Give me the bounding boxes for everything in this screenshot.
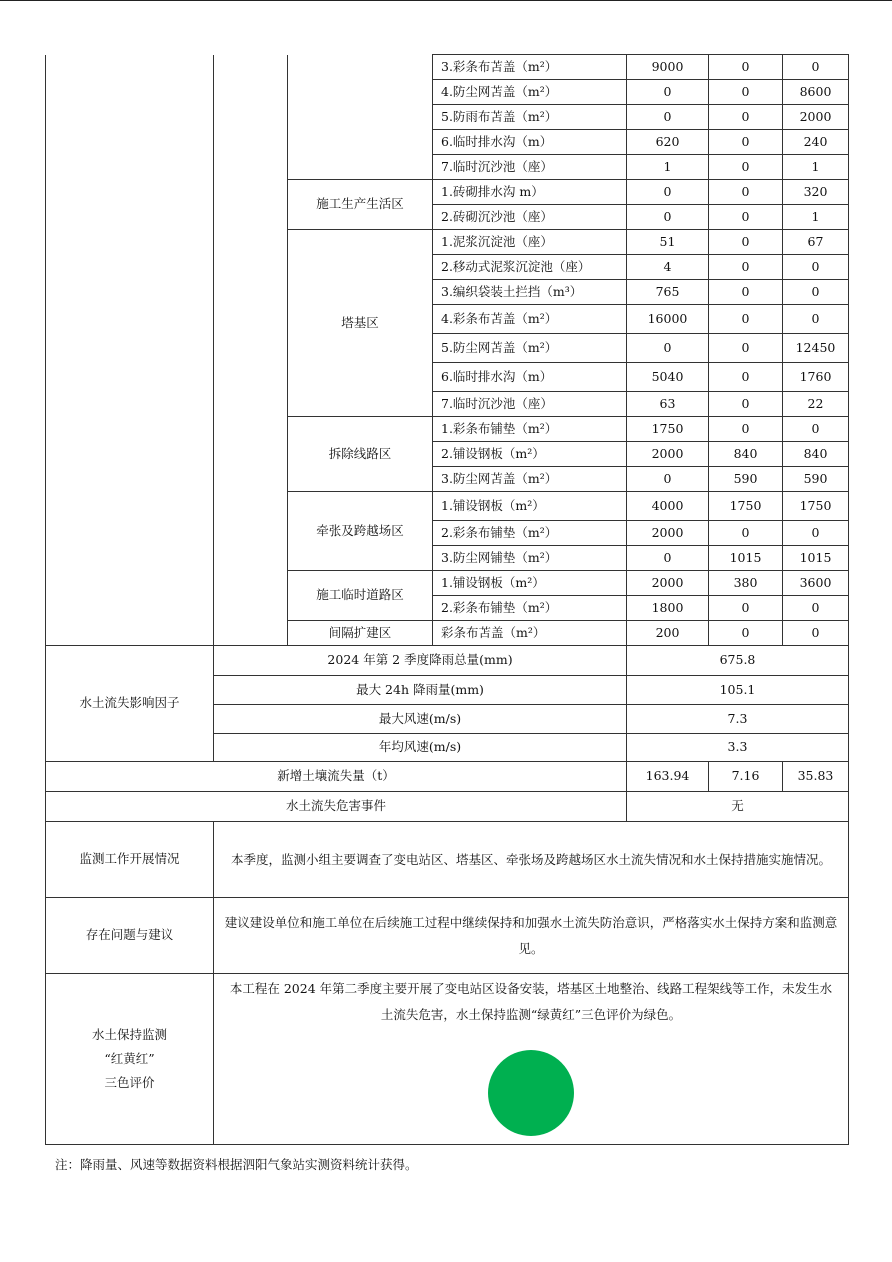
area-cell: 牵张及跨越场区 bbox=[288, 492, 433, 571]
measure-value: 8600 bbox=[783, 80, 849, 105]
evaluation-label-line: 三色评价 bbox=[104, 1075, 155, 1090]
evaluation-label-line: 水土保持监测 bbox=[91, 1027, 167, 1042]
measure-name: 2.移动式泥浆沉淀池（座） bbox=[433, 255, 627, 280]
measure-value: 22 bbox=[783, 392, 849, 417]
measure-value: 380 bbox=[709, 571, 783, 596]
measure-value: 0 bbox=[709, 130, 783, 155]
measure-value: 0 bbox=[709, 596, 783, 621]
factor-value: 3.3 bbox=[627, 734, 849, 762]
factor-name: 年均风速(m/s) bbox=[214, 734, 627, 762]
soil-loss-value: 163.94 bbox=[627, 762, 709, 792]
measure-name: 2.彩条布铺垫（m²） bbox=[433, 596, 627, 621]
measure-value: 0 bbox=[783, 521, 849, 546]
evaluation-row bbox=[46, 974, 849, 1145]
measure-name: 6.临时排水沟（m） bbox=[433, 363, 627, 392]
measure-value: 0 bbox=[783, 621, 849, 646]
measure-value: 2000 bbox=[627, 571, 709, 596]
factors-label: 水土流失影响因子 bbox=[46, 646, 214, 762]
soil-loss-label: 新增土壤流失量（t） bbox=[46, 762, 627, 792]
measure-value: 0 bbox=[627, 205, 709, 230]
soil-loss-value: 7.16 bbox=[709, 762, 783, 792]
measure-name: 1.铺设钢板（m²） bbox=[433, 492, 627, 521]
measure-value: 63 bbox=[627, 392, 709, 417]
measure-name: 3.彩条布苫盖（m²） bbox=[433, 55, 627, 80]
area-cell: 施工临时道路区 bbox=[288, 571, 433, 621]
measure-value: 840 bbox=[709, 442, 783, 467]
measure-value: 0 bbox=[709, 180, 783, 205]
measure-value: 0 bbox=[627, 334, 709, 363]
measure-value: 200 bbox=[627, 621, 709, 646]
soil-loss-row bbox=[46, 762, 849, 792]
measure-value: 0 bbox=[709, 363, 783, 392]
measure-value: 1750 bbox=[783, 492, 849, 521]
measure-value: 3600 bbox=[783, 571, 849, 596]
factor-name: 2024 年第 2 季度降雨总量(mm) bbox=[214, 646, 627, 676]
measure-value: 1015 bbox=[709, 546, 783, 571]
measure-value: 240 bbox=[783, 130, 849, 155]
measure-name: 1.泥浆沉淀池（座） bbox=[433, 230, 627, 255]
measure-value: 67 bbox=[783, 230, 849, 255]
factor-value: 105.1 bbox=[627, 676, 849, 705]
measure-name: 2.铺设钢板（m²） bbox=[433, 442, 627, 467]
measure-name: 1.铺设钢板（m²） bbox=[433, 571, 627, 596]
measure-value: 590 bbox=[783, 467, 849, 492]
measure-value: 320 bbox=[783, 180, 849, 205]
measure-value: 51 bbox=[627, 230, 709, 255]
measure-row bbox=[46, 55, 849, 80]
measure-name: 4.防尘网苫盖（m²） bbox=[433, 80, 627, 105]
measure-value: 0 bbox=[783, 305, 849, 334]
measure-value: 1800 bbox=[627, 596, 709, 621]
measure-value: 0 bbox=[709, 417, 783, 442]
measure-name: 7.临时沉沙池（座） bbox=[433, 392, 627, 417]
evaluation-content bbox=[214, 974, 849, 1145]
measure-value: 4000 bbox=[627, 492, 709, 521]
measure-value: 2000 bbox=[627, 521, 709, 546]
measure-value: 0 bbox=[783, 55, 849, 80]
measure-value: 12450 bbox=[783, 334, 849, 363]
measure-value: 0 bbox=[709, 105, 783, 130]
measure-value: 0 bbox=[709, 334, 783, 363]
blank-category-cell bbox=[46, 55, 214, 646]
measure-name: 彩条布苫盖（m²） bbox=[433, 621, 627, 646]
area-cell: 间隔扩建区 bbox=[288, 621, 433, 646]
measures-body bbox=[46, 55, 849, 646]
measure-value: 0 bbox=[627, 467, 709, 492]
measure-value: 0 bbox=[709, 305, 783, 334]
measure-value: 0 bbox=[783, 280, 849, 305]
factors-body bbox=[46, 646, 849, 1145]
measure-name: 5.防尘网苫盖（m²） bbox=[433, 334, 627, 363]
measure-value: 0 bbox=[627, 80, 709, 105]
measure-name: 1.彩条布铺垫（m²） bbox=[433, 417, 627, 442]
measure-value: 16000 bbox=[627, 305, 709, 334]
measure-name: 2.砖砌沉沙池（座） bbox=[433, 205, 627, 230]
monitoring-row bbox=[46, 822, 849, 898]
measure-value: 0 bbox=[627, 546, 709, 571]
hazard-label: 水土流失危害事件 bbox=[46, 792, 627, 822]
issues-row bbox=[46, 898, 849, 974]
measure-value: 5040 bbox=[627, 363, 709, 392]
measure-value: 4 bbox=[627, 255, 709, 280]
area-cell: 拆除线路区 bbox=[288, 417, 433, 492]
hazard-row bbox=[46, 792, 849, 822]
soil-conservation-table bbox=[45, 54, 849, 1145]
measure-value: 0 bbox=[709, 255, 783, 280]
factor-name: 最大风速(m/s) bbox=[214, 705, 627, 734]
green-circle-icon bbox=[488, 1050, 574, 1136]
page-top-border bbox=[0, 0, 892, 1]
measure-value: 0 bbox=[783, 255, 849, 280]
measure-value: 0 bbox=[709, 55, 783, 80]
measure-value: 9000 bbox=[627, 55, 709, 80]
measure-value: 0 bbox=[627, 180, 709, 205]
measure-name: 2.彩条布铺垫（m²） bbox=[433, 521, 627, 546]
blank-subcategory-cell bbox=[214, 55, 288, 646]
measure-value: 0 bbox=[709, 155, 783, 180]
measure-name: 7.临时沉沙池（座） bbox=[433, 155, 627, 180]
measure-value: 0 bbox=[709, 230, 783, 255]
measure-value: 0 bbox=[709, 280, 783, 305]
measure-name: 4.彩条布苫盖（m²） bbox=[433, 305, 627, 334]
measure-value: 620 bbox=[627, 130, 709, 155]
monitoring-text: 本季度，监测小组主要调查了变电站区、塔基区、牵张场及跨越场区水土流失情况和水土保持措施实施情况。 bbox=[214, 822, 849, 898]
issues-text: 建议建设单位和施工单位在后续施工过程中继续保持和加强水土流失防治意识，严格落实水土保持方案和监测意见。 bbox=[214, 898, 849, 974]
evaluation-label-line: “红黄红” bbox=[104, 1051, 155, 1066]
measure-name: 3.编织袋装土拦挡（m³） bbox=[433, 280, 627, 305]
measure-name: 3.防尘网铺垫（m²） bbox=[433, 546, 627, 571]
area-cell: 施工生产生活区 bbox=[288, 180, 433, 230]
soil-loss-value: 35.83 bbox=[783, 762, 849, 792]
measure-value: 1 bbox=[627, 155, 709, 180]
measure-value: 0 bbox=[709, 621, 783, 646]
factor-value: 675.8 bbox=[627, 646, 849, 676]
issues-label: 存在问题与建议 bbox=[46, 898, 214, 974]
measure-value: 765 bbox=[627, 280, 709, 305]
measure-name: 1.砖砌排水沟 m） bbox=[433, 180, 627, 205]
hazard-value: 无 bbox=[627, 792, 849, 822]
area-cell bbox=[288, 55, 433, 180]
measure-value: 2000 bbox=[627, 442, 709, 467]
factor-name: 最大 24h 降雨量(mm) bbox=[214, 676, 627, 705]
measure-value: 0 bbox=[709, 521, 783, 546]
measure-value: 1 bbox=[783, 155, 849, 180]
measure-name: 3.防尘网苫盖（m²） bbox=[433, 467, 627, 492]
measure-value: 0 bbox=[709, 392, 783, 417]
factor-value: 7.3 bbox=[627, 705, 849, 734]
footnote: 注：降雨量、风速等数据资料根据泗阳气象站实测资料统计获得。 bbox=[55, 1157, 418, 1172]
measure-value: 1 bbox=[783, 205, 849, 230]
measure-value: 1750 bbox=[627, 417, 709, 442]
measure-value: 0 bbox=[783, 596, 849, 621]
monitoring-label: 监测工作开展情况 bbox=[46, 822, 214, 898]
measure-value: 0 bbox=[709, 80, 783, 105]
measure-value: 1015 bbox=[783, 546, 849, 571]
measure-value: 840 bbox=[783, 442, 849, 467]
measure-value: 1760 bbox=[783, 363, 849, 392]
measure-value: 0 bbox=[783, 417, 849, 442]
measure-value: 2000 bbox=[783, 105, 849, 130]
evaluation-label bbox=[46, 974, 214, 1145]
measure-value: 0 bbox=[627, 105, 709, 130]
measure-value: 1750 bbox=[709, 492, 783, 521]
evaluation-text: 本工程在 2024 年第二季度主要开展了变电站区设备安装，塔基区土地整治、线路工程架线等工作，未发生水土流失危害，水土保持监测“绿黄红”三色评价为绿色。 bbox=[229, 981, 833, 1022]
measure-value: 0 bbox=[709, 205, 783, 230]
measure-name: 5.防雨布苫盖（m²） bbox=[433, 105, 627, 130]
measure-value: 590 bbox=[709, 467, 783, 492]
measure-name: 6.临时排水沟（m） bbox=[433, 130, 627, 155]
area-cell: 塔基区 bbox=[288, 230, 433, 417]
